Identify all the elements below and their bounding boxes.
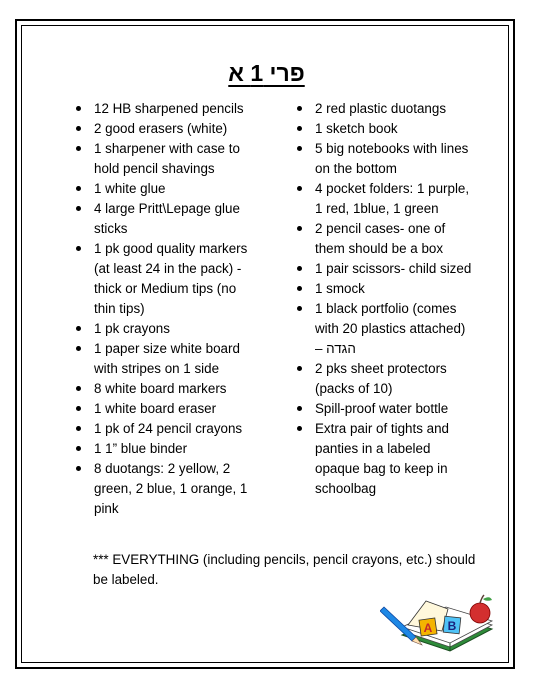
- list-item: 12 HB sharpened pencils: [76, 99, 256, 119]
- list-item: 1 white glue: [76, 179, 256, 199]
- list-item: Spill-proof water bottle: [297, 399, 475, 419]
- list-item: 5 big notebooks with lines on the bottom: [297, 139, 475, 179]
- supply-list-left: [76, 99, 256, 519]
- labeling-note: *** EVERYTHING (including pencils, pencil crayons, etc.) should be labeled.: [93, 552, 476, 587]
- list-item: 2 pencil cases- one of them should be a box: [297, 219, 475, 259]
- list-item: 1 smock: [297, 279, 475, 299]
- list-item: 4 pocket folders: 1 purple, 1 red, 1blue, 1 green: [297, 179, 475, 219]
- page-title: [0, 60, 533, 87]
- list-item: 8 white board markers: [76, 379, 256, 399]
- list-item: 1 sharpener with case to hold pencil shavings: [76, 139, 256, 179]
- block-letter-b: B: [447, 619, 457, 633]
- list-item: 1 pair scissors- child sized: [297, 259, 475, 279]
- list-item: 1 1” blue binder: [76, 439, 256, 459]
- list-item: 1 paper size white board with stripes on 1 side: [76, 339, 256, 379]
- list-item: 2 pks sheet protectors (packs of 10): [297, 359, 475, 399]
- list-item: 1 white board eraser: [76, 399, 256, 419]
- block-letter-a: A: [423, 621, 433, 635]
- list-item: Extra pair of tights and panties in a labeled opaque bag to keep in schoolbag: [297, 419, 475, 499]
- school-supplies-icon: [380, 585, 498, 659]
- list-item: 2 good erasers (white): [76, 119, 256, 139]
- list-item: 1 black portfolio (comes with 20 plastics attached) – הגדה: [297, 299, 475, 359]
- list-item: 1 sketch book: [297, 119, 475, 139]
- list-item: 8 duotangs: 2 yellow, 2 green, 2 blue, 1 orange, 1 pink: [76, 459, 256, 519]
- list-item: 2 red plastic duotangs: [297, 99, 475, 119]
- list-item: 1 pk good quality markers (at least 24 in the pack) - thick or Medium tips (no thin tips): [76, 239, 256, 319]
- list-item: 1 pk crayons: [76, 319, 256, 339]
- list-item: 4 large Pritt\Lepage glue sticks: [76, 199, 256, 239]
- list-item: 1 pk of 24 pencil crayons: [76, 419, 256, 439]
- supply-list-right: [297, 99, 475, 499]
- page-title-text: פרי 1 א: [228, 60, 305, 86]
